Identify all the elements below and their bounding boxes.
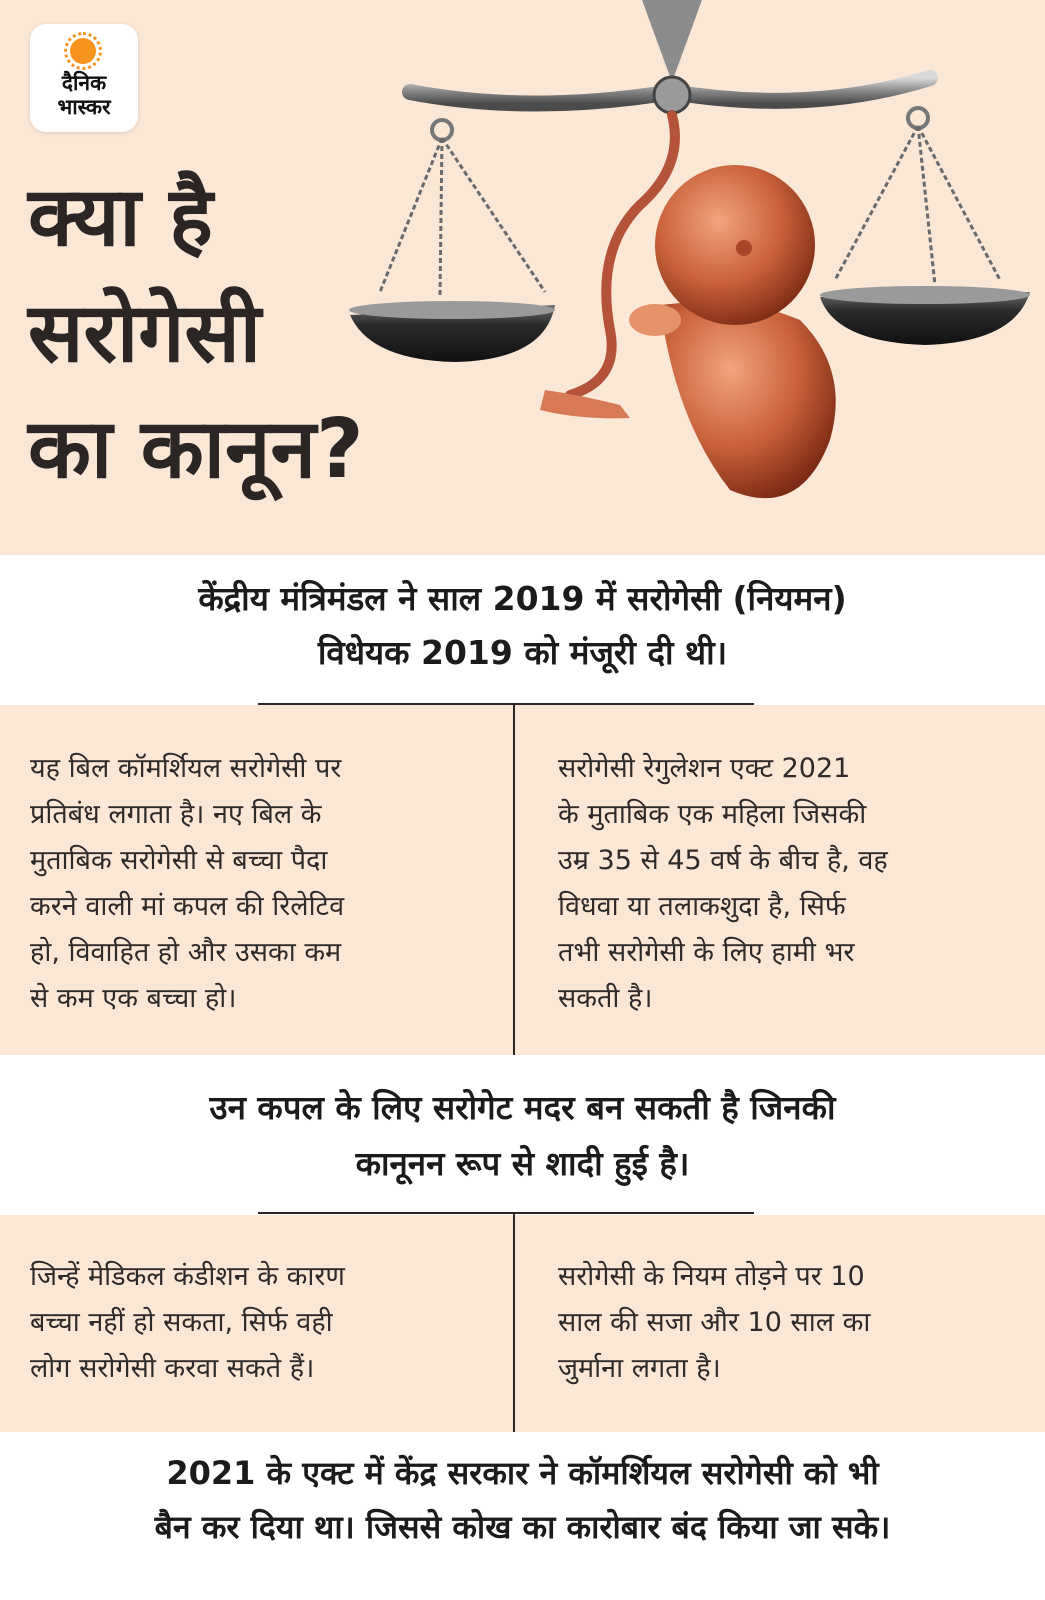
band-1-text — [0, 572, 1045, 680]
embryo-icon — [540, 115, 836, 498]
scale-embryo-illustration — [330, 0, 1045, 540]
text-line: लोग सरोगेसी करवा सकते हैं। — [30, 1353, 315, 1384]
row-1-right-text — [558, 746, 888, 1022]
text-line: उम्र 35 से 45 वर्ष के बीच है, वह — [558, 845, 888, 876]
band-2-text — [0, 1080, 1045, 1192]
row-1-left-text — [30, 746, 344, 1022]
band-line: कानूनन रूप से शादी हुई है। — [355, 1144, 690, 1183]
title-line: सरोगेसी — [28, 286, 262, 381]
text-line: तभी सरोगेसी के लिए हामी भर — [558, 937, 855, 968]
band-line: 2021 के एक्ट में केंद्र सरकार ने कॉमर्शियल सरोगेसी को भी — [166, 1454, 879, 1492]
logo-line-1: दैनिक — [61, 71, 107, 95]
text-line: विधवा या तलाकशुदा है, सिर्फ — [558, 891, 846, 922]
text-line: से कम एक बच्चा हो। — [30, 983, 237, 1014]
text-line: करने वाली मां कपल की रिलेटिव — [30, 891, 345, 922]
text-line: बच्चा नहीं हो सकता, सिर्फ वही — [30, 1307, 333, 1338]
text-line: साल की सजा और 10 साल का — [558, 1307, 871, 1338]
text-line: हो, विवाहित हो और उसका कम — [30, 937, 342, 968]
divider-horizontal — [258, 703, 754, 705]
title-line: क्या है — [28, 170, 213, 265]
text-line: मुताबिक सरोगेसी से बच्चा पैदा — [30, 845, 328, 876]
row-2-right-text — [558, 1254, 870, 1392]
band-3-text — [0, 1446, 1045, 1554]
text-line: जिन्हें मेडिकल कंडीशन के कारण — [30, 1261, 345, 1292]
text-line: यह बिल कॉमर्शियल सरोगेसी पर — [30, 753, 342, 784]
band-line: बैन कर दिया था। जिससे कोख का कारोबार बंद किया जा सके। — [154, 1508, 891, 1546]
text-line: सरोगेसी के नियम तोड़ने पर 10 — [558, 1261, 865, 1292]
row-2-left-text — [30, 1254, 345, 1392]
divider-vertical — [513, 1212, 515, 1434]
text-line: जुर्माना लगता है। — [558, 1353, 721, 1384]
divider-horizontal — [258, 1212, 754, 1214]
text-line: के मुताबिक एक महिला जिसकी — [558, 799, 867, 830]
band-line: विधेयक 2019 को मंजूरी दी थी। — [317, 633, 728, 672]
text-line: प्रतिबंध लगाता है। नए बिल के — [30, 799, 322, 830]
text-line: सरोगेसी रेगुलेशन एक्ट 2021 — [558, 753, 851, 784]
dainik-bhaskar-logo — [30, 24, 138, 132]
text-line: सकती है। — [558, 983, 653, 1014]
logo-line-2: भास्कर — [57, 95, 111, 119]
divider-vertical — [513, 703, 515, 1058]
band-line: केंद्रीय मंत्रिमंडल ने साल 2019 में सरोगेसी (नियमन) — [198, 579, 847, 618]
sun-icon — [70, 38, 96, 64]
band-line: उन कपल के लिए सरोगेट मदर बन सकती है जिनकी — [209, 1088, 836, 1127]
title-line: का कानून? — [28, 402, 364, 497]
